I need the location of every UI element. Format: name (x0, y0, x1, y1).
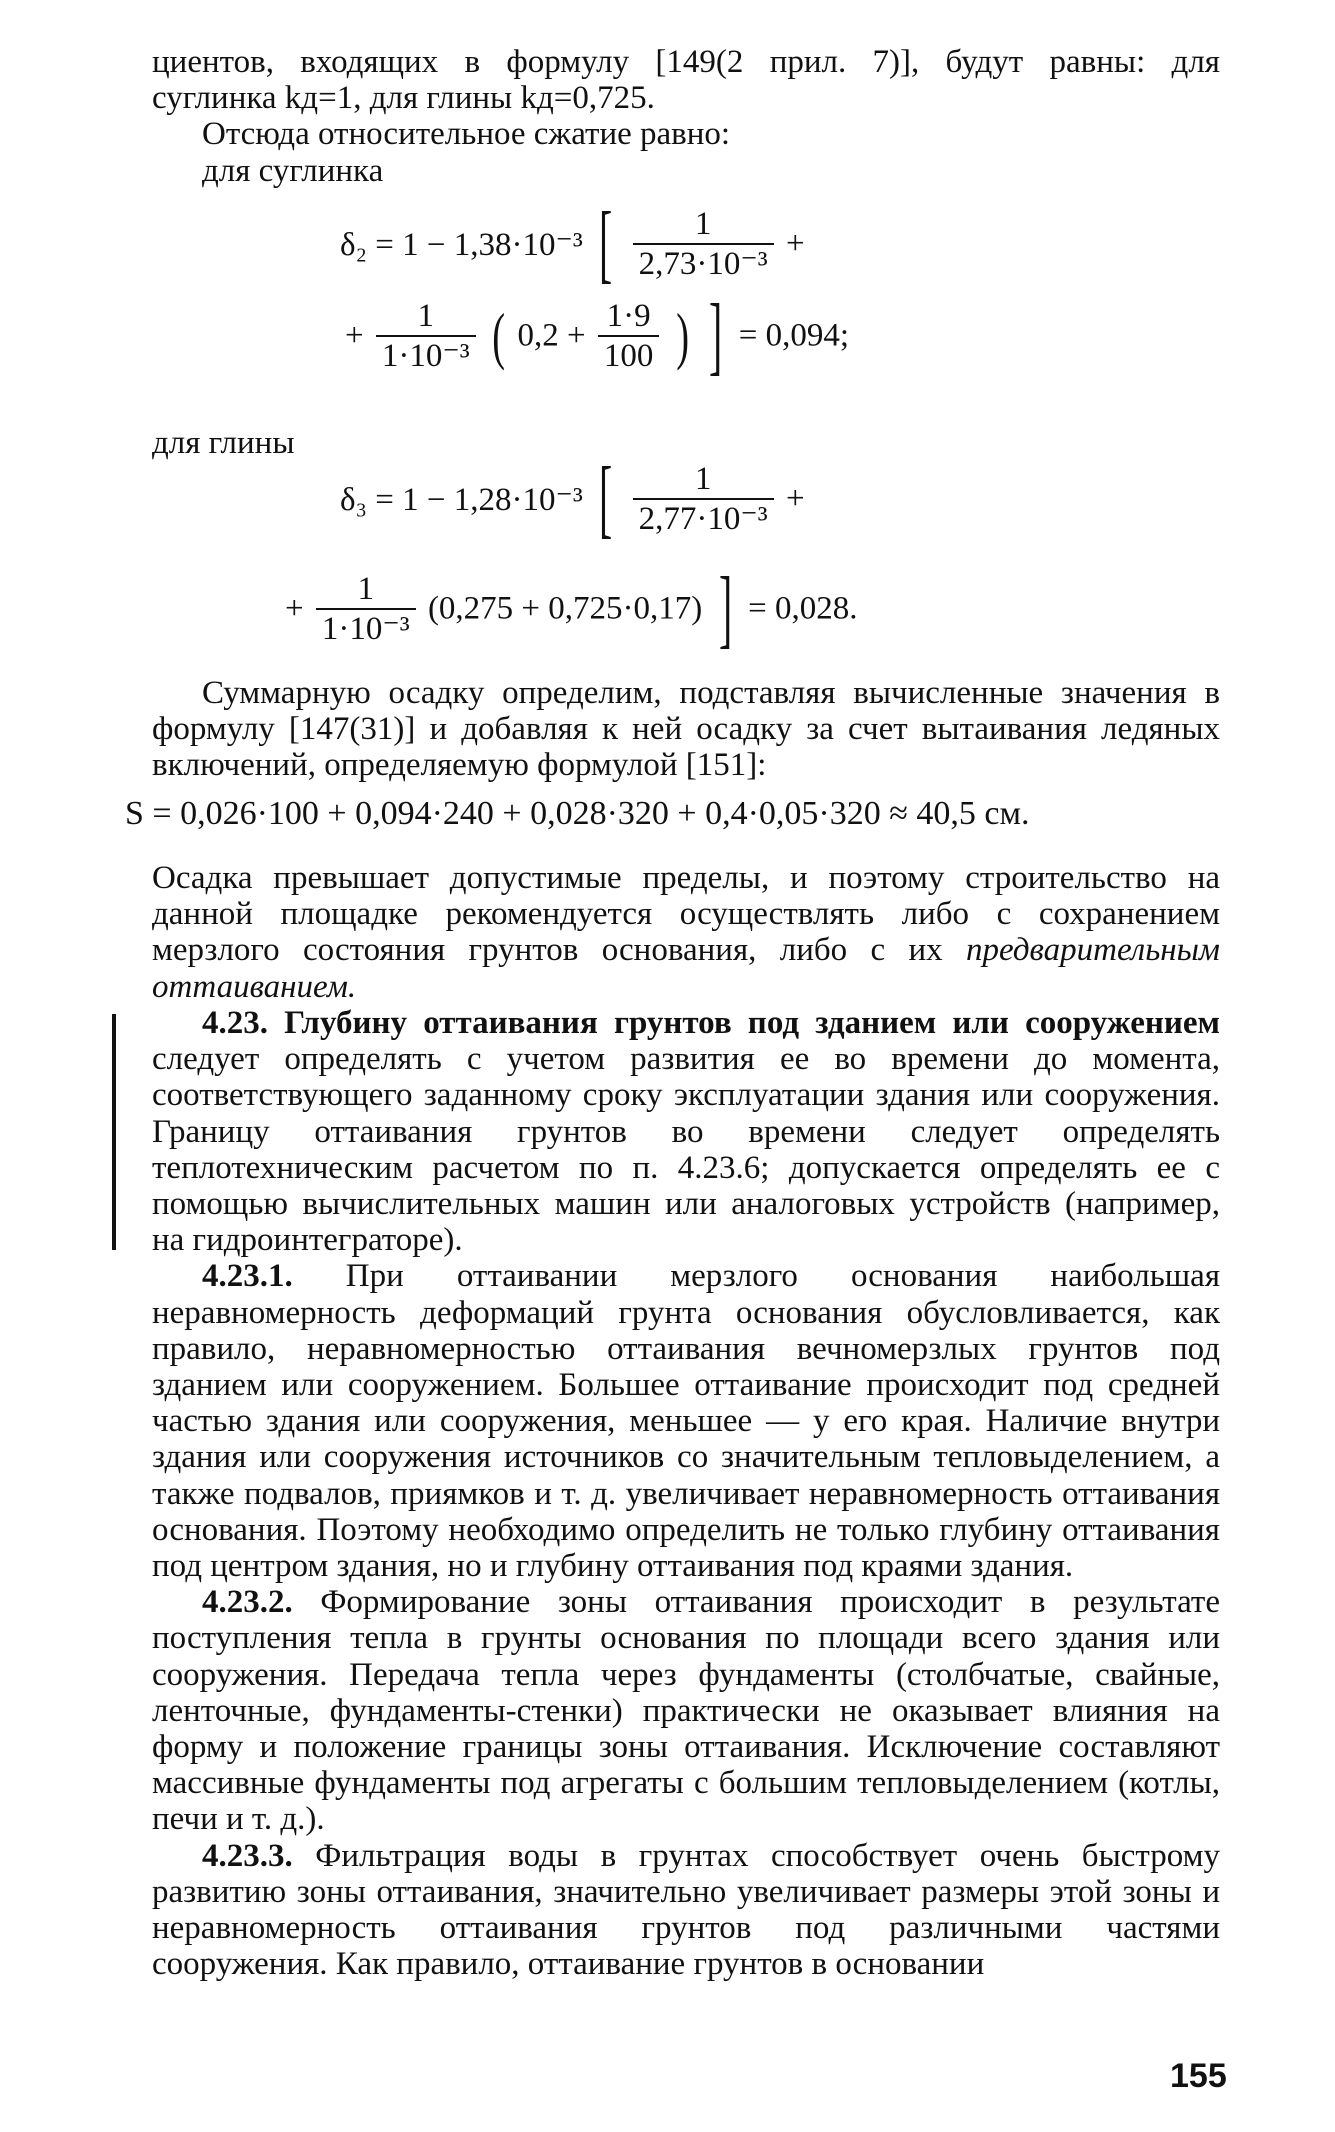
section-4-23-3 (152, 1838, 1220, 1983)
eq2-fraction-1 (633, 460, 774, 538)
sum-text: Суммарную осадку определим, подставляя вычисленные значения в формулу [147(31)] и добавляя к ней осадку за счет вытаивания ледяных включений, определяемую формулой [151]: (152, 675, 1220, 784)
eq1-f1-den: 2,73·10⁻³ (638, 246, 768, 282)
section-4-23-1-body: При оттаивании мерзлого основания наибольшая неравномерность деформаций грунта основания обусловливается, как правило, неравномерностью оттаивания вечномерзлых грунтов под зданием или сооружением. Большее оттаивание происходит под средней частью здания или сооружения, меньшее — у его края. Наличие внутри здания или сооружения источников со значительным тепловыделением, а также подвалов, приямков и т. д. увеличивает неравномерность оттаивания основания. Поэтому необходимо определить не только глубину оттаивания под центром здания, но и глубину оттаивания под краями здания. (152, 1258, 1221, 1585)
eq1-plus-2: + (345, 317, 364, 354)
eq1-plus-1: + (785, 225, 805, 262)
section-4-23-1 (152, 1258, 1220, 1584)
eq1-f2-den: 1·10⁻³ (381, 338, 470, 374)
section-4-23-1-num: 4.23.1. (202, 1258, 293, 1295)
intro-line-4: для суглинка (202, 152, 384, 189)
page-number: 155 (1170, 2057, 1227, 2095)
eq1-f1-num: 1 (633, 205, 774, 245)
section-4-23 (152, 1005, 1220, 1982)
eq1-open-paren: ( (492, 300, 505, 371)
eq1-f2-num: 1 (376, 297, 476, 337)
eq1-result: = 0,094; (738, 317, 850, 354)
sum-paragraph (152, 675, 1220, 784)
eq1-lhs: δ₂ = 1 − 1,38·10⁻³ (340, 227, 583, 263)
eq1-fraction-3 (598, 297, 660, 375)
eq1-fraction-1 (633, 205, 774, 283)
intro-line-3: Отсюда относительное сжатие равно: (202, 116, 731, 153)
eq1-f3-num: 1·9 (598, 297, 660, 337)
eq1-f3-den: 100 (603, 338, 654, 374)
section-4-23-2 (152, 1584, 1220, 1837)
eq2-f2-den: 1·10⁻³ (321, 611, 410, 647)
eq2-f1-den: 2,77·10⁻³ (638, 501, 768, 537)
intro-line-2: суглинка kд=1, для глины kд=0,725. (152, 80, 655, 117)
eq2-inner: (0,275 + 0,725·0,17) (427, 590, 703, 627)
section-4-23-body: следует определять с учетом развития ее во времени до момента, соответствующего заданному сроку эксплуатации здания или сооружения. Границу оттаивания грунтов во времени следует определять теплотехническим расчетом по п. 4.23.6; допускается определять ее с помощью вычислительных машин или аналоговых устройств (например, на гидроинтеграторе). (152, 1041, 1220, 1259)
section-4-23-text (152, 1005, 1220, 1258)
equation-1-line-2 (345, 287, 850, 384)
eq2-lhs: δ₃ = 1 − 1,28·10⁻³ (340, 482, 583, 518)
eq2-result: = 0,028. (748, 590, 858, 627)
change-bar (112, 1014, 116, 1250)
eq2-plus-2: + (285, 590, 304, 627)
equation-1-line-1 (340, 195, 805, 292)
eq1-inner-pre: 0,2 + (517, 317, 586, 354)
section-4-23-heading: 4.23. Глубину оттаивания грунтов под зданием или сооружением (202, 1005, 1220, 1041)
eq2-fraction-2 (316, 570, 416, 648)
eq2-f1-num: 1 (633, 460, 774, 500)
eq1-open-bracket: [ (599, 195, 613, 292)
osadka-paragraph (152, 860, 1220, 1005)
label-clay: для глины (152, 425, 295, 461)
osadka-text (152, 860, 1220, 1005)
eq2-f2-num: 1 (316, 570, 416, 610)
section-4-23-3-num: 4.23.3. (202, 1837, 293, 1874)
eq1-close-bracket: ] (709, 287, 723, 384)
eq2-open-bracket: [ (599, 450, 613, 547)
eq2-close-bracket: ] (718, 560, 732, 657)
intro-line-1: циентов, входящих в формулу [149(2 прил. 7)], будут равны: для (152, 44, 1220, 80)
equation-2-line-1 (340, 450, 805, 547)
equation-2-line-2 (285, 560, 858, 657)
section-4-23-2-body: Формирование зоны оттаивания происходит в результате поступления тепла в грунты основания по площади всего здания или сооружения. Передача тепла через фундаменты (столбчатые, свайные, ленточные, фундаменты-стенки) практически не оказывает влияния на форму и положение границы зоны оттаивания. Исключение составляют массивные фундаменты под агрегаты с большим тепловыделением (котлы, печи и т. д.). (152, 1584, 1220, 1838)
osadka-main: Осадка превышает допустимые пределы, и поэтому строительство на данной площадке рекомендуется осуществлять либо с сохранением мерзлого состояния грунтов основания, либо с их (152, 860, 1220, 969)
eq1-close-paren: ) (675, 300, 689, 371)
osadka-tail: предварительным оттаиванием. (152, 932, 1220, 1005)
section-4-23-3-body: Фильтрация воды в грунтах способствует очень быстрому развитию зоны оттаивания, значительно увеличивает размеры этой зоны и неравномерность оттаивания грунтов под различными частями сооружения. Как правило, оттаивание грунтов в основании (152, 1837, 1220, 1983)
section-4-23-2-num: 4.23.2. (202, 1584, 293, 1621)
eq1-fraction-2 (376, 297, 476, 375)
equation-3: S = 0,026·100 + 0,094·240 + 0,028·320 + 0,4·0,05·320 ≈ 40,5 см. (125, 795, 1030, 832)
intro-text (152, 44, 1220, 189)
eq2-plus-1: + (785, 480, 805, 517)
